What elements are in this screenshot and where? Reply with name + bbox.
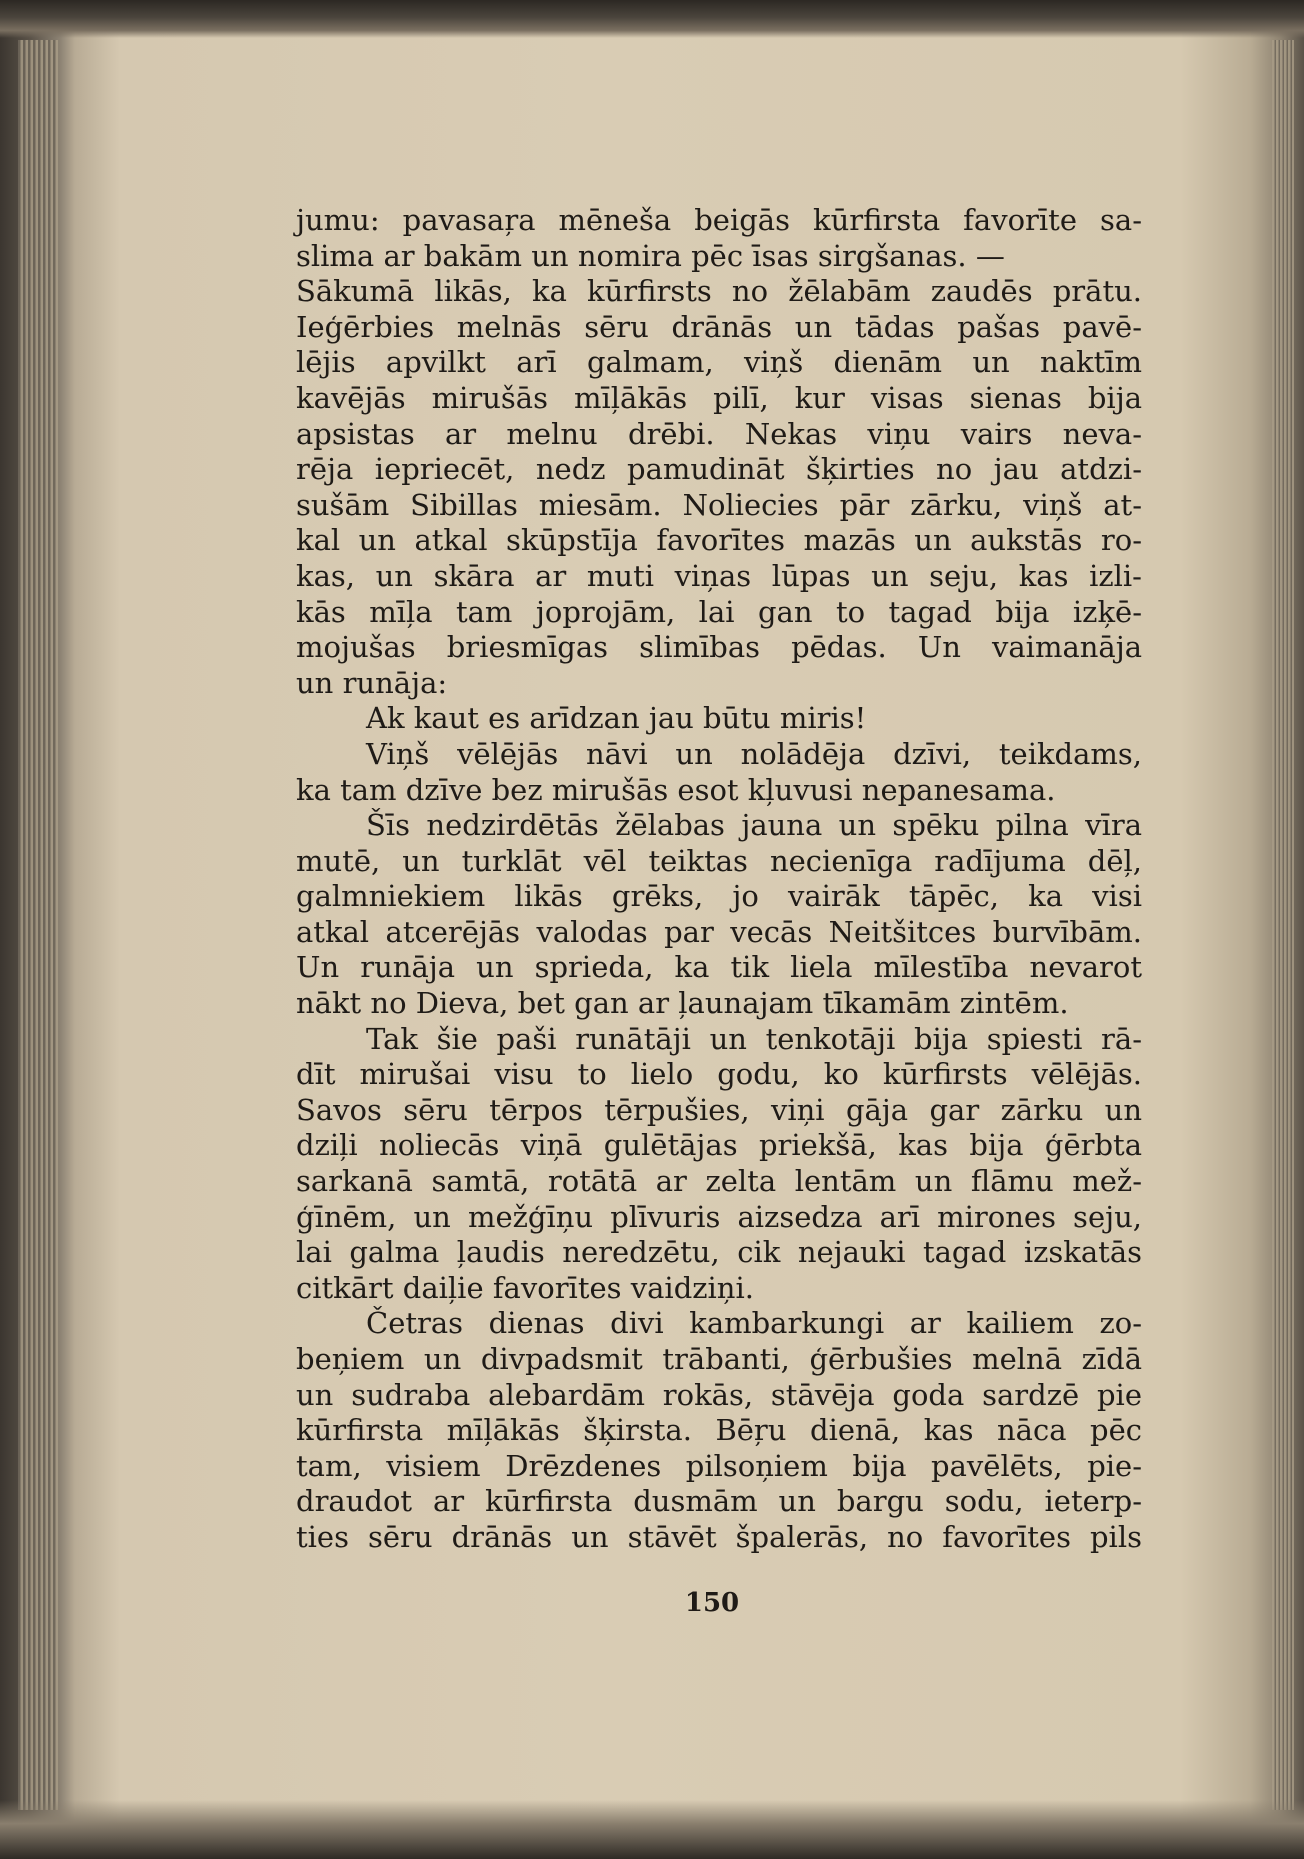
text-line: kās mīļa tam joprojām, lai gan to tagad bija izķē-: [296, 594, 1142, 629]
page-stack-left: [18, 40, 58, 1810]
text-line: jumu: pavasaŗa mēneša beigās kūrfirsta favorīte sa-: [296, 203, 1142, 237]
text-line: nākt no Dieva, bet gan ar ļaunajam tīkamām zintēm.: [296, 986, 1069, 1021]
text-line: sušām Sibillas miesām. Noliecies pār zārku, viņš at-: [296, 487, 1142, 522]
text-line: ka tam dzīve bez mirušās esot kļuvusi nepanesama.: [296, 772, 1056, 807]
text-line: apsistas ar melnu drēbi. Nekas viņu vairs neva-: [296, 416, 1142, 451]
text-line: Savos sēru tērpos tērpušies, viņi gāja gar zārku un: [296, 1092, 1142, 1127]
text-line: mutē, un turklāt vēl teiktas necienīga radījuma dēļ,: [296, 843, 1142, 878]
text-line: lējis apvilkt arī galmam, viņš dienām un naktīm: [296, 345, 1142, 380]
text-line: beņiem un divpadsmit trābanti, ģērbušies melnā zīdā: [296, 1342, 1142, 1376]
page-bottom-edge: [0, 1800, 1304, 1859]
page-number: 150: [684, 1588, 740, 1618]
text-line: un sudraba alebardām rokās, stāvēja goda sardzē pie: [296, 1377, 1142, 1412]
text-line: sarkanā samtā, rotātā ar zelta lentām un flāmu mež-: [296, 1164, 1142, 1199]
text-line: dīt mirušai visu to lielo godu, ko kūrfirsts vēlējās.: [296, 1057, 1142, 1092]
page-stack-right: [1272, 40, 1294, 1810]
text-line: Tak šie paši runātāji un tenkotāji bija spiesti rā-: [366, 1021, 1142, 1056]
text-line: Ak kaut es arīdzan jau būtu miris!: [366, 701, 867, 736]
text-line: kavējās mirušās mīļākās pilī, kur visas sienas bija: [296, 380, 1142, 415]
text-line: kal un atkal skūpstīja favorītes mazās un aukstās ro-: [296, 523, 1142, 558]
text-line: un runāja:: [296, 665, 448, 700]
text-line: Šīs nedzirdētās žēlabas jauna un spēku pilna vīra: [366, 808, 1142, 843]
text-line: Viņš vēlējās nāvi un nolādēja dzīvi, teikdams,: [366, 736, 1142, 771]
text-line: citkārt daiļie favorītes vaidziņi.: [296, 1270, 754, 1305]
text-line: ģīnēm, un mežģīņu plīvuris aizsedza arī mirones seju,: [296, 1199, 1142, 1234]
text-line: slima ar bakām un nomira pēc īsas sirgšanas. —: [296, 238, 1005, 273]
text-line: mojušas briesmīgas slimības pēdas. Un vaimanāja: [296, 630, 1142, 665]
text-line: rēja iepriecēt, nedz pamudināt šķirties no jau atdzi-: [296, 452, 1142, 487]
text-line: Ieģērbies melnās sēru drānās un tādas pašas pavē-: [296, 309, 1142, 344]
text-line: galmniekiem likās grēks, jo vairāk tāpēc, ka visi: [296, 879, 1142, 914]
text-line: Sākumā likās, ka kūrfirsts no žēlabām zaudēs prātu.: [296, 274, 1142, 309]
text-line: tam, visiem Drēzdenes pilsoņiem bija pavēlēts, pie-: [296, 1448, 1142, 1483]
text-line: ties sēru drānās un stāvēt špalerās, no favorītes pils: [296, 1519, 1142, 1554]
page-top-edge: [0, 0, 1304, 38]
text-line: Četras dienas divi kambarkungi ar kailiem zo-: [366, 1306, 1142, 1341]
text-line: dziļi noliecās viņā gulētājas priekšā, kas bija ģērbta: [296, 1128, 1142, 1163]
body-text: [296, 203, 1142, 1556]
text-line: atkal atcerējās valodas par vecās Neitšitces burvībām.: [296, 914, 1142, 949]
text-line: kūrfirsta mīļākās šķirsta. Bēŗu dienā, kas nāca pēc: [296, 1413, 1142, 1448]
text-line: kas, un skāra ar muti viņas lūpas un seju, kas izli-: [296, 558, 1142, 593]
text-line: draudot ar kūrfirsta dusmām un bargu sodu, ieterp-: [296, 1484, 1142, 1519]
text-line: lai galma ļaudis neredzētu, cik nejauki tagad izskatās: [296, 1235, 1142, 1270]
text-line: Un runāja un sprieda, ka tik liela mīlestība nevarot: [296, 950, 1142, 985]
